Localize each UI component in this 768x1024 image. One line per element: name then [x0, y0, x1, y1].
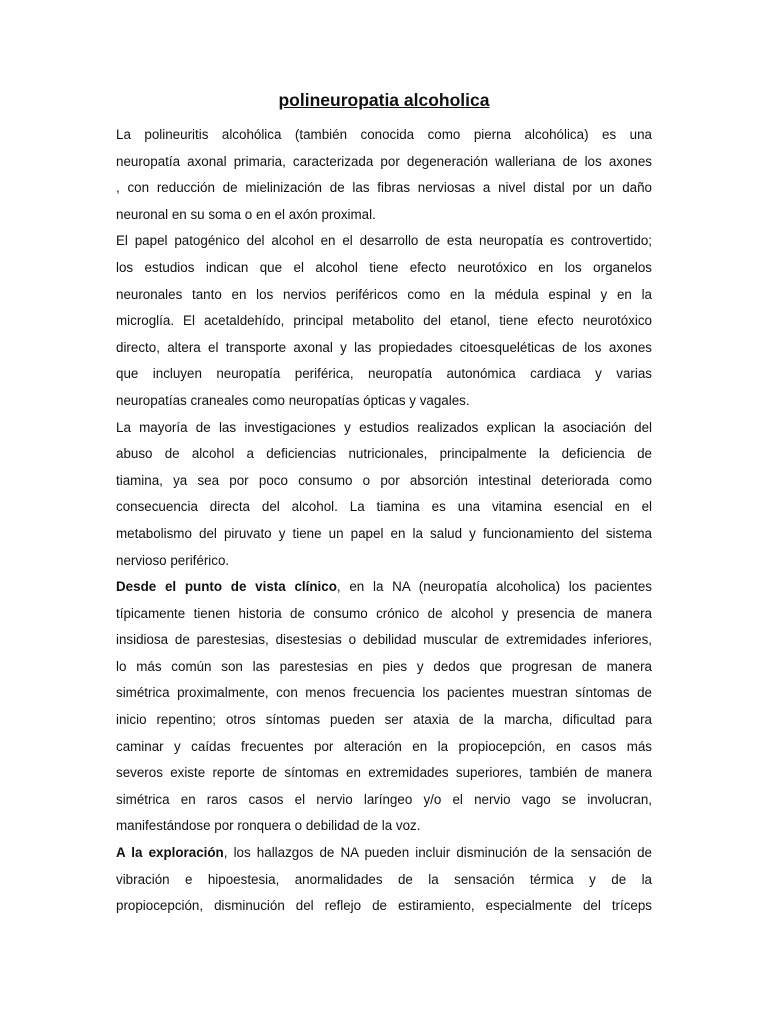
text-line [116, 840, 652, 867]
line-text: consecuencia directa del alcohol. La tiamina es una vitamina esencial en el [116, 499, 652, 515]
text-line [116, 654, 652, 681]
line-text: neuronales tanto en los nervios periféricos como en la médula espinal y en la [116, 286, 652, 302]
line-text: que incluyen neuropatía periférica, neuropatía autonómica cardiaca y varias [116, 366, 652, 382]
line-text: caminar y caídas frecuentes por alteración en la propiocepción, en casos más [116, 738, 652, 754]
text-line [116, 574, 652, 601]
text-line [116, 548, 652, 575]
line-text: abuso de alcohol a deficiencias nutricionales, principalmente la deficiencia de [116, 446, 652, 462]
line-text: El papel patogénico del alcohol en el desarrollo de esta neuropatía es controvertido; [116, 233, 652, 249]
text-line [116, 228, 652, 255]
text-line [116, 680, 652, 707]
line-text: vibración e hipoestesia, anormalidades de la sensación térmica y de la [116, 871, 652, 887]
paragraph [116, 840, 652, 920]
text-line [116, 361, 652, 388]
bold-lead-phrase: A la exploración [116, 845, 224, 861]
text-line [116, 282, 652, 309]
text-line [116, 149, 652, 176]
text-line [116, 308, 652, 335]
line-text: neuropatías craneales como neuropatías ópticas y vagales. [116, 392, 470, 408]
line-text: simétrica en raros casos el nervio laríngeo y/o el nervio vago se involucran, [116, 791, 652, 807]
text-line [116, 813, 652, 840]
line-text: La mayoría de las investigaciones y estudios realizados explican la asociación del [116, 419, 652, 435]
text-line [116, 867, 652, 894]
line-text: lo más común son las parestesias en pies y dedos que progresan de manera [116, 658, 652, 674]
line-text: severos existe reporte de síntomas en extremidades superiores, también de manera [116, 765, 652, 781]
text-line [116, 760, 652, 787]
line-text: propiocepción, disminución del reflejo de estiramiento, especialmente del tríceps [116, 898, 652, 914]
text-line [116, 468, 652, 495]
line-text: inicio repentino; otros síntomas pueden ser ataxia de la marcha, dificultad para [116, 712, 652, 728]
paragraph [116, 415, 652, 575]
line-text: , los hallazgos de NA pueden incluir disminución de la sensación de [223, 845, 652, 861]
line-text: metabolismo del piruvato y tiene un papel en la salud y funcionamiento del sistema [116, 525, 652, 541]
line-text: neuronal en su soma o en el axón proximal. [116, 206, 376, 222]
line-text: neuropatía axonal primaria, caracterizada por degeneración walleriana de los axones [116, 153, 652, 169]
text-line [116, 521, 652, 548]
line-text: manifestándose por ronquera o debilidad de la voz. [116, 818, 421, 834]
line-text: tiamina, ya sea por poco consumo o por absorción intestinal deteriorada como [116, 472, 652, 488]
line-text: , en la NA (neuropatía alcoholica) los pacientes [336, 579, 652, 595]
line-text: típicamente tienen historia de consumo crónico de alcohol y presencia de manera [116, 605, 652, 621]
line-text: , con reducción de mielinización de las fibras nerviosas a nivel distal por un daño [116, 180, 652, 196]
text-line [116, 787, 652, 814]
line-text: directo, altera el transporte axonal y las propiedades citoesqueléticas de los axones [116, 339, 652, 355]
paragraph [116, 574, 652, 840]
document-body [116, 122, 652, 920]
text-line [116, 255, 652, 282]
text-line [116, 415, 652, 442]
text-line [116, 734, 652, 761]
line-text: La polineuritis alcohólica (también conocida como pierna alcohólica) es una [116, 127, 652, 142]
text-line [116, 122, 652, 149]
text-line [116, 627, 652, 654]
line-text: los estudios indican que el alcohol tiene efecto neurotóxico en los organelos [116, 259, 652, 275]
text-line [116, 441, 652, 468]
text-line [116, 175, 652, 202]
line-text: nervioso periférico. [116, 552, 230, 568]
line-text: simétrica proximalmente, con menos frecuencia los pacientes muestran síntomas de [116, 685, 652, 701]
paragraph [116, 228, 652, 414]
text-line [116, 335, 652, 362]
text-line [116, 601, 652, 628]
line-text: microglía. El acetaldehído, principal metabolito del etanol, tiene efecto neurotóxico [116, 313, 652, 329]
text-line [116, 893, 652, 920]
document-title: polineuropatia alcoholica [278, 90, 490, 110]
line-text: insidiosa de parestesias, disestesias o debilidad muscular de extremidades inferiores, [116, 632, 652, 648]
text-line [116, 494, 652, 521]
text-line [116, 707, 652, 734]
text-line [116, 388, 652, 415]
paragraph [116, 122, 652, 228]
bold-lead-phrase: Desde el punto de vista clínico [116, 579, 337, 595]
text-line [116, 202, 652, 229]
